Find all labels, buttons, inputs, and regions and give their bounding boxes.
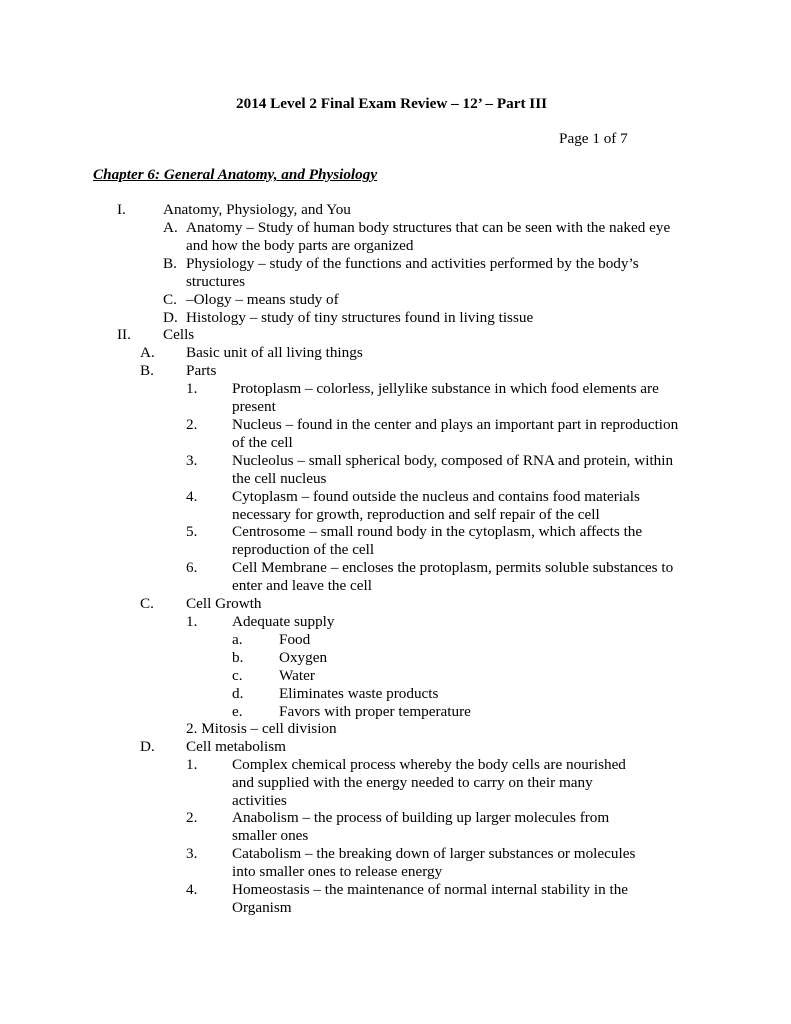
outline-text: Homeostasis – the maintenance of normal internal stability in the	[232, 881, 629, 898]
outline-text: Organism	[232, 899, 292, 916]
outline-text: Water	[279, 667, 315, 684]
outline-text: Protoplasm – colorless, jellylike substance in which food elements are	[232, 380, 659, 397]
outline-marker: 4.	[186, 881, 198, 898]
section-2-number: II.	[117, 326, 131, 343]
outline-marker: 2.	[186, 809, 198, 826]
outline-marker: B.	[163, 255, 177, 272]
outline-marker: 2.	[186, 416, 198, 433]
outline-text: Nucleolus – small spherical body, composed of RNA and protein, within	[232, 452, 674, 469]
outline-text: structures	[186, 273, 246, 290]
outline-marker: e.	[232, 703, 243, 720]
outline-marker: 3.	[186, 452, 198, 469]
outline-marker: C.	[163, 291, 177, 308]
outline-text: Eliminates waste products	[279, 685, 439, 702]
outline-marker: 3.	[186, 845, 198, 862]
outline-marker: D.	[163, 309, 178, 326]
outline-text: Physiology – study of the functions and activities performed by the body’s	[186, 255, 639, 272]
outline-marker: 1.	[186, 613, 198, 630]
outline-text: Nucleus – found in the center and plays an important part in reproduction	[232, 416, 679, 433]
outline-text: Parts	[186, 362, 217, 379]
outline-marker: a.	[232, 631, 243, 648]
outline-text: necessary for growth, reproduction and self repair of the cell	[232, 506, 600, 523]
outline-marker: C.	[140, 595, 154, 612]
page-number: Page 1 of 7	[559, 130, 628, 147]
outline-text: Cytoplasm – found outside the nucleus and contains food materials	[232, 488, 640, 505]
outline-text: present	[232, 398, 276, 415]
outline-marker: c.	[232, 667, 243, 684]
outline-marker: 1.	[186, 380, 198, 397]
outline-marker: B.	[140, 362, 154, 379]
outline-text: smaller ones	[232, 827, 309, 844]
outline-text: of the cell	[232, 434, 293, 451]
outline-text: Anatomy – Study of human body structures that can be seen with the naked eye	[186, 219, 671, 236]
outline-text: and supplied with the energy needed to carry on their many	[232, 774, 593, 791]
outline-marker: D.	[140, 738, 155, 755]
outline-text: Favors with proper temperature	[279, 703, 471, 720]
section-1-title: Anatomy, Physiology, and You	[163, 201, 351, 218]
outline-text: Catabolism – the breaking down of larger substances or molecules	[232, 845, 636, 862]
outline-marker: A.	[140, 344, 155, 361]
outline-marker: 1.	[186, 756, 198, 773]
outline-marker: d.	[232, 685, 244, 702]
outline-text: Histology – study of tiny structures found in living tissue	[186, 309, 534, 326]
outline-marker: 4.	[186, 488, 198, 505]
outline-text: Cell Membrane – encloses the protoplasm, permits soluble substances to	[232, 559, 674, 576]
outline-text: 2. Mitosis – cell division	[186, 720, 337, 737]
section-2-title: Cells	[163, 326, 195, 343]
outline-text: Complex chemical process whereby the body cells are nourished	[232, 756, 626, 773]
chapter-heading: Chapter 6: General Anatomy, and Physiology	[93, 166, 378, 183]
outline-text: into smaller ones to release energy	[232, 863, 443, 880]
section-1-number: I.	[117, 201, 126, 218]
outline-text: Food	[279, 631, 311, 648]
outline-text: –Ology – means study of	[186, 291, 339, 308]
outline-text: Adequate supply	[232, 613, 335, 630]
outline-text: the cell nucleus	[232, 470, 327, 487]
outline-text: Cell Growth	[186, 595, 262, 612]
outline-text: Centrosome – small round body in the cytoplasm, which affects the	[232, 523, 643, 540]
outline-text: Oxygen	[279, 649, 328, 666]
outline-marker: 5.	[186, 523, 198, 540]
outline-text: Anabolism – the process of building up larger molecules from	[232, 809, 610, 826]
outline-text: activities	[232, 792, 287, 809]
outline-text: enter and leave the cell	[232, 577, 372, 594]
outline-marker: b.	[232, 649, 244, 666]
outline-text: reproduction of the cell	[232, 541, 375, 558]
outline-marker: A.	[163, 219, 178, 236]
outline-text: and how the body parts are organized	[186, 237, 414, 254]
outline-text: Cell metabolism	[186, 738, 286, 755]
outline-text: Basic unit of all living things	[186, 344, 363, 361]
outline-marker: 6.	[186, 559, 198, 576]
document-title: 2014 Level 2 Final Exam Review – 12’ – Part III	[236, 95, 548, 112]
